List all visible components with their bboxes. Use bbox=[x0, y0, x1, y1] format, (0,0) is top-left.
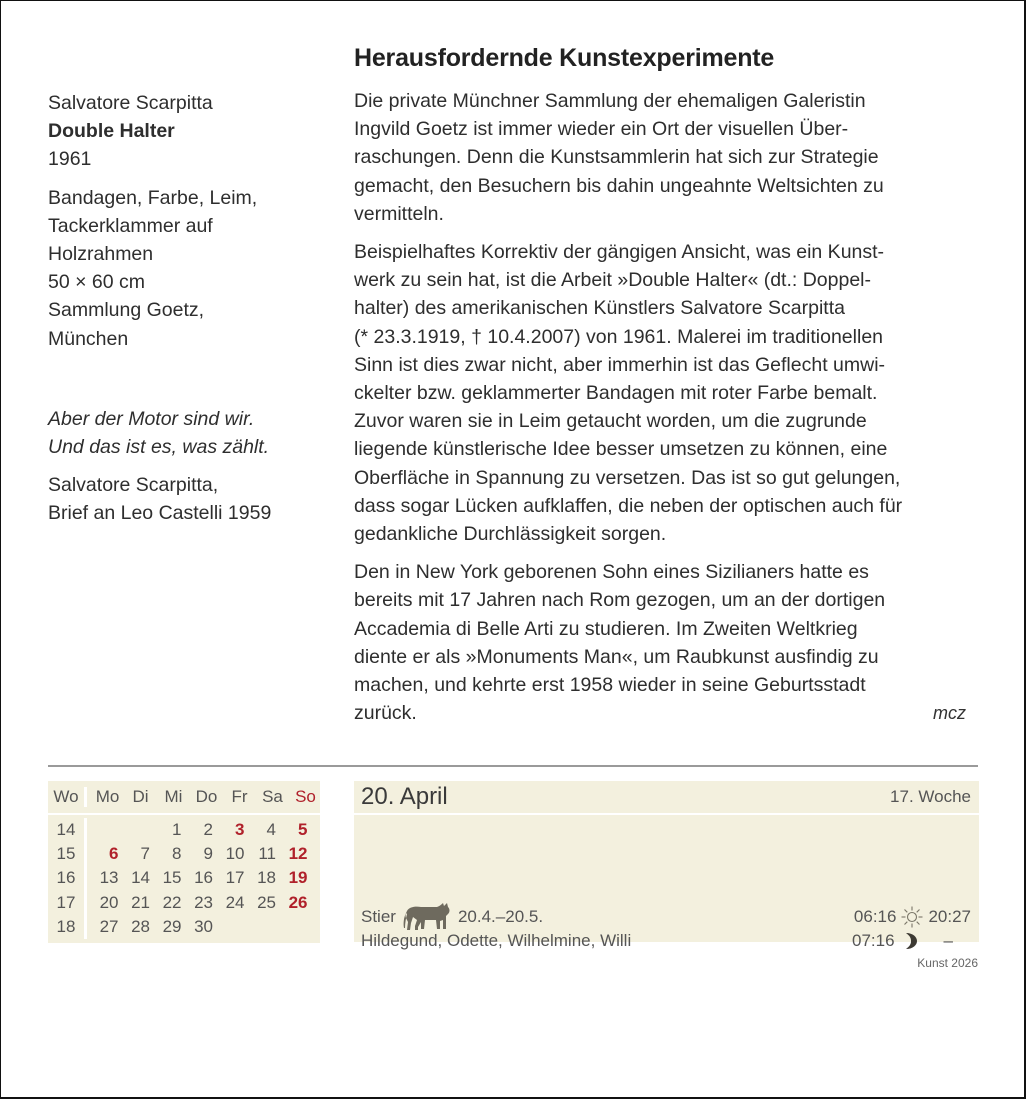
calendar-week-row bbox=[87, 915, 320, 939]
moon-times bbox=[852, 931, 971, 951]
article-headline: Herausfordernde Kunstexperimente bbox=[354, 44, 775, 72]
calendar-days bbox=[87, 818, 320, 939]
calendar-day[interactable]: 8 bbox=[172, 844, 182, 864]
calendar-day[interactable]: 15 bbox=[162, 868, 182, 888]
article-paragraph bbox=[354, 558, 984, 727]
text-line: Den in New York geborenen Sohn eines Sizilianers hatte es bbox=[354, 561, 869, 584]
week-numbers bbox=[48, 818, 87, 939]
material-line: Tackerklammer auf bbox=[48, 214, 213, 237]
calendar-day[interactable]: 20 bbox=[99, 892, 119, 912]
day-header: Di bbox=[132, 787, 149, 806]
artwork-year: 1961 bbox=[48, 148, 92, 171]
calendar-day[interactable]: 12 bbox=[288, 844, 308, 864]
author-initials: mcz bbox=[933, 703, 966, 724]
text-line: werk zu sein hat, ist die Arbeit »Double Halter« (dt.: Doppel- bbox=[354, 269, 872, 292]
text-line: Beispielhaftes Korrektiv der gängigen Ansicht, was ein Kunst- bbox=[354, 241, 885, 264]
zodiac-sun-row bbox=[361, 901, 971, 933]
calendar-day[interactable]: 16 bbox=[194, 868, 213, 888]
calendar-day[interactable]: 1 bbox=[172, 820, 182, 840]
text-line: bereits mit 17 Jahren nach Rom gezogen, um an der dortigen bbox=[354, 589, 886, 612]
calendar-day[interactable]: 10 bbox=[225, 844, 245, 864]
sunrise-time: 06:16 bbox=[853, 907, 897, 926]
calendar-day[interactable]: 24 bbox=[225, 892, 245, 912]
material-line: Holzrahmen bbox=[48, 243, 154, 266]
calendar-day[interactable]: 22 bbox=[162, 892, 182, 912]
day-header: Mi bbox=[164, 787, 183, 806]
artwork-caption bbox=[48, 89, 338, 528]
moon-icon bbox=[903, 932, 919, 950]
calendar-day[interactable]: 9 bbox=[203, 844, 213, 864]
artwork-dimensions: 50 × 60 cm bbox=[48, 271, 146, 294]
moonrise-time: 07:16 bbox=[851, 931, 895, 950]
calendar-day[interactable]: 18 bbox=[257, 868, 276, 888]
calendar-day[interactable]: 14 bbox=[131, 868, 150, 888]
text-line: Zuvor waren sie in Leim getaucht worden, um die zugrunde bbox=[354, 410, 867, 433]
calendar-day[interactable]: 25 bbox=[257, 892, 276, 912]
text-line: dass sogar Lücken aufklaffen, die neben der optischen auch für bbox=[354, 494, 903, 517]
day-header: Do bbox=[195, 787, 218, 806]
moonset-time: – bbox=[943, 931, 953, 950]
calendar-header-row bbox=[48, 781, 320, 813]
calendar-day[interactable]: 7 bbox=[140, 844, 150, 864]
calendar-week-row bbox=[87, 866, 320, 890]
text-line: raschungen. Denn die Kunstsammlerin hat sich zur Strategie bbox=[354, 146, 879, 169]
text-line-last: zurück. bbox=[354, 702, 417, 725]
bull-icon bbox=[403, 901, 451, 933]
calendar-day[interactable]: 19 bbox=[288, 868, 308, 888]
text-line: gemacht, den Besuchern bis dahin ungeahnte Weltsichten zu bbox=[354, 174, 884, 197]
text-line: (* 23.3.1919, † 10.4.2007) von 1961. Malerei im traditionellen bbox=[354, 325, 884, 348]
calendar-brand: Kunst 2026 bbox=[917, 956, 978, 970]
calendar-day[interactable]: 11 bbox=[258, 844, 276, 864]
day-header: Sa bbox=[262, 787, 283, 806]
week-column-header bbox=[48, 787, 87, 807]
calendar-week-row bbox=[87, 891, 320, 915]
text-line: gedankliche Durchlässigkeit sorgen. bbox=[354, 523, 667, 546]
week-number: 15 bbox=[56, 844, 76, 864]
calendar-day[interactable]: 4 bbox=[266, 820, 276, 840]
zodiac-info bbox=[361, 901, 543, 933]
zodiac-range: 20.4.–20.5. bbox=[457, 907, 544, 926]
text-line bbox=[354, 699, 984, 727]
mini-calendar bbox=[48, 781, 320, 943]
text-line: halter) des amerikanischen Künstlers Salvatore Scarpitta bbox=[354, 297, 845, 320]
day-panel bbox=[354, 781, 979, 950]
text-line: Ingvild Goetz ist immer wieder ein Ort der visuellen Über- bbox=[354, 118, 849, 141]
text-line: Die private Münchner Sammlung der ehemaligen Galeristin bbox=[354, 90, 866, 112]
name-days: Hildegund, Odette, Wilhelmine, Willi bbox=[361, 931, 632, 950]
sun-icon bbox=[901, 906, 923, 928]
calendar-day[interactable]: 27 bbox=[99, 916, 119, 936]
text-line: ckelter bzw. geklammerter Bandagen mit roter Farbe bemalt. bbox=[354, 382, 878, 405]
quote-source: Salvatore Scarpitta, bbox=[48, 474, 219, 497]
text-line: diente er als »Monuments Man«, um Raubkunst ausfindig zu bbox=[354, 645, 879, 668]
week-number: 17 bbox=[56, 892, 76, 912]
quote bbox=[48, 405, 338, 528]
article bbox=[354, 40, 984, 737]
week-number: 16 bbox=[56, 868, 76, 888]
article-paragraph bbox=[354, 238, 984, 548]
quote-line: Und das ist es, was zählt. bbox=[48, 436, 270, 459]
day-header: Fr bbox=[231, 787, 248, 806]
sun-times bbox=[854, 906, 971, 928]
calendar-day[interactable]: 3 bbox=[235, 820, 245, 840]
calendar-day[interactable]: 28 bbox=[131, 916, 150, 936]
calendar-body bbox=[48, 815, 320, 943]
text-line: vermitteln. bbox=[354, 202, 444, 225]
namedays-moon-row bbox=[361, 931, 971, 951]
collection-line: Sammlung Goetz, bbox=[48, 299, 205, 322]
week-header: Wo bbox=[53, 787, 79, 806]
day-details bbox=[354, 815, 979, 950]
calendar-day[interactable]: 13 bbox=[99, 868, 119, 888]
sunset-time: 20:27 bbox=[928, 907, 971, 926]
article-paragraph bbox=[354, 87, 984, 228]
calendar-day[interactable]: 26 bbox=[288, 892, 308, 912]
calendar-day[interactable]: 5 bbox=[298, 820, 308, 840]
day-header-sunday: So bbox=[295, 787, 316, 806]
week-number: 18 bbox=[56, 916, 76, 936]
day-header: Mo bbox=[95, 787, 120, 806]
week-number: 17. Woche bbox=[890, 787, 971, 806]
collection-line: München bbox=[48, 327, 129, 350]
day-header bbox=[354, 781, 979, 813]
calendar-day[interactable]: 21 bbox=[131, 892, 150, 912]
current-date: 20. April bbox=[361, 783, 448, 810]
calendar-day[interactable]: 17 bbox=[225, 868, 245, 888]
calendar-day[interactable]: 29 bbox=[162, 916, 182, 936]
calendar-day[interactable]: 6 bbox=[109, 844, 119, 864]
text-line: machen, und kehrte erst 1958 wieder in seine Geburtsstadt bbox=[354, 674, 866, 697]
calendar-day[interactable]: 30 bbox=[194, 916, 213, 936]
section-divider bbox=[48, 765, 978, 767]
text-line: liegende künstlerische Idee besser umsetzen zu können, eine bbox=[354, 438, 888, 461]
material-line: Bandagen, Farbe, Leim, bbox=[48, 186, 258, 209]
week-number: 14 bbox=[56, 820, 76, 840]
artist-name: Salvatore Scarpitta bbox=[48, 92, 213, 114]
calendar-day[interactable]: 23 bbox=[194, 892, 213, 912]
text-line: Sinn ist dies zwar nicht, aber immerhin ist das Geflecht umwi- bbox=[354, 353, 886, 376]
quote-line: Aber der Motor sind wir. bbox=[48, 407, 255, 430]
artwork-title: Double Halter bbox=[48, 120, 175, 143]
calendar-day[interactable]: 2 bbox=[203, 820, 213, 840]
quote-source: Brief an Leo Castelli 1959 bbox=[48, 502, 272, 525]
zodiac-sign: Stier bbox=[361, 907, 396, 926]
calendar-week-row bbox=[87, 818, 320, 842]
text-line: Oberfläche in Spannung zu versetzen. Das ist so gut gelungen, bbox=[354, 466, 901, 489]
calendar-week-row bbox=[87, 842, 320, 866]
text-line: Accademia di Belle Arti zu studieren. Im Zweiten Weltkrieg bbox=[354, 617, 858, 640]
